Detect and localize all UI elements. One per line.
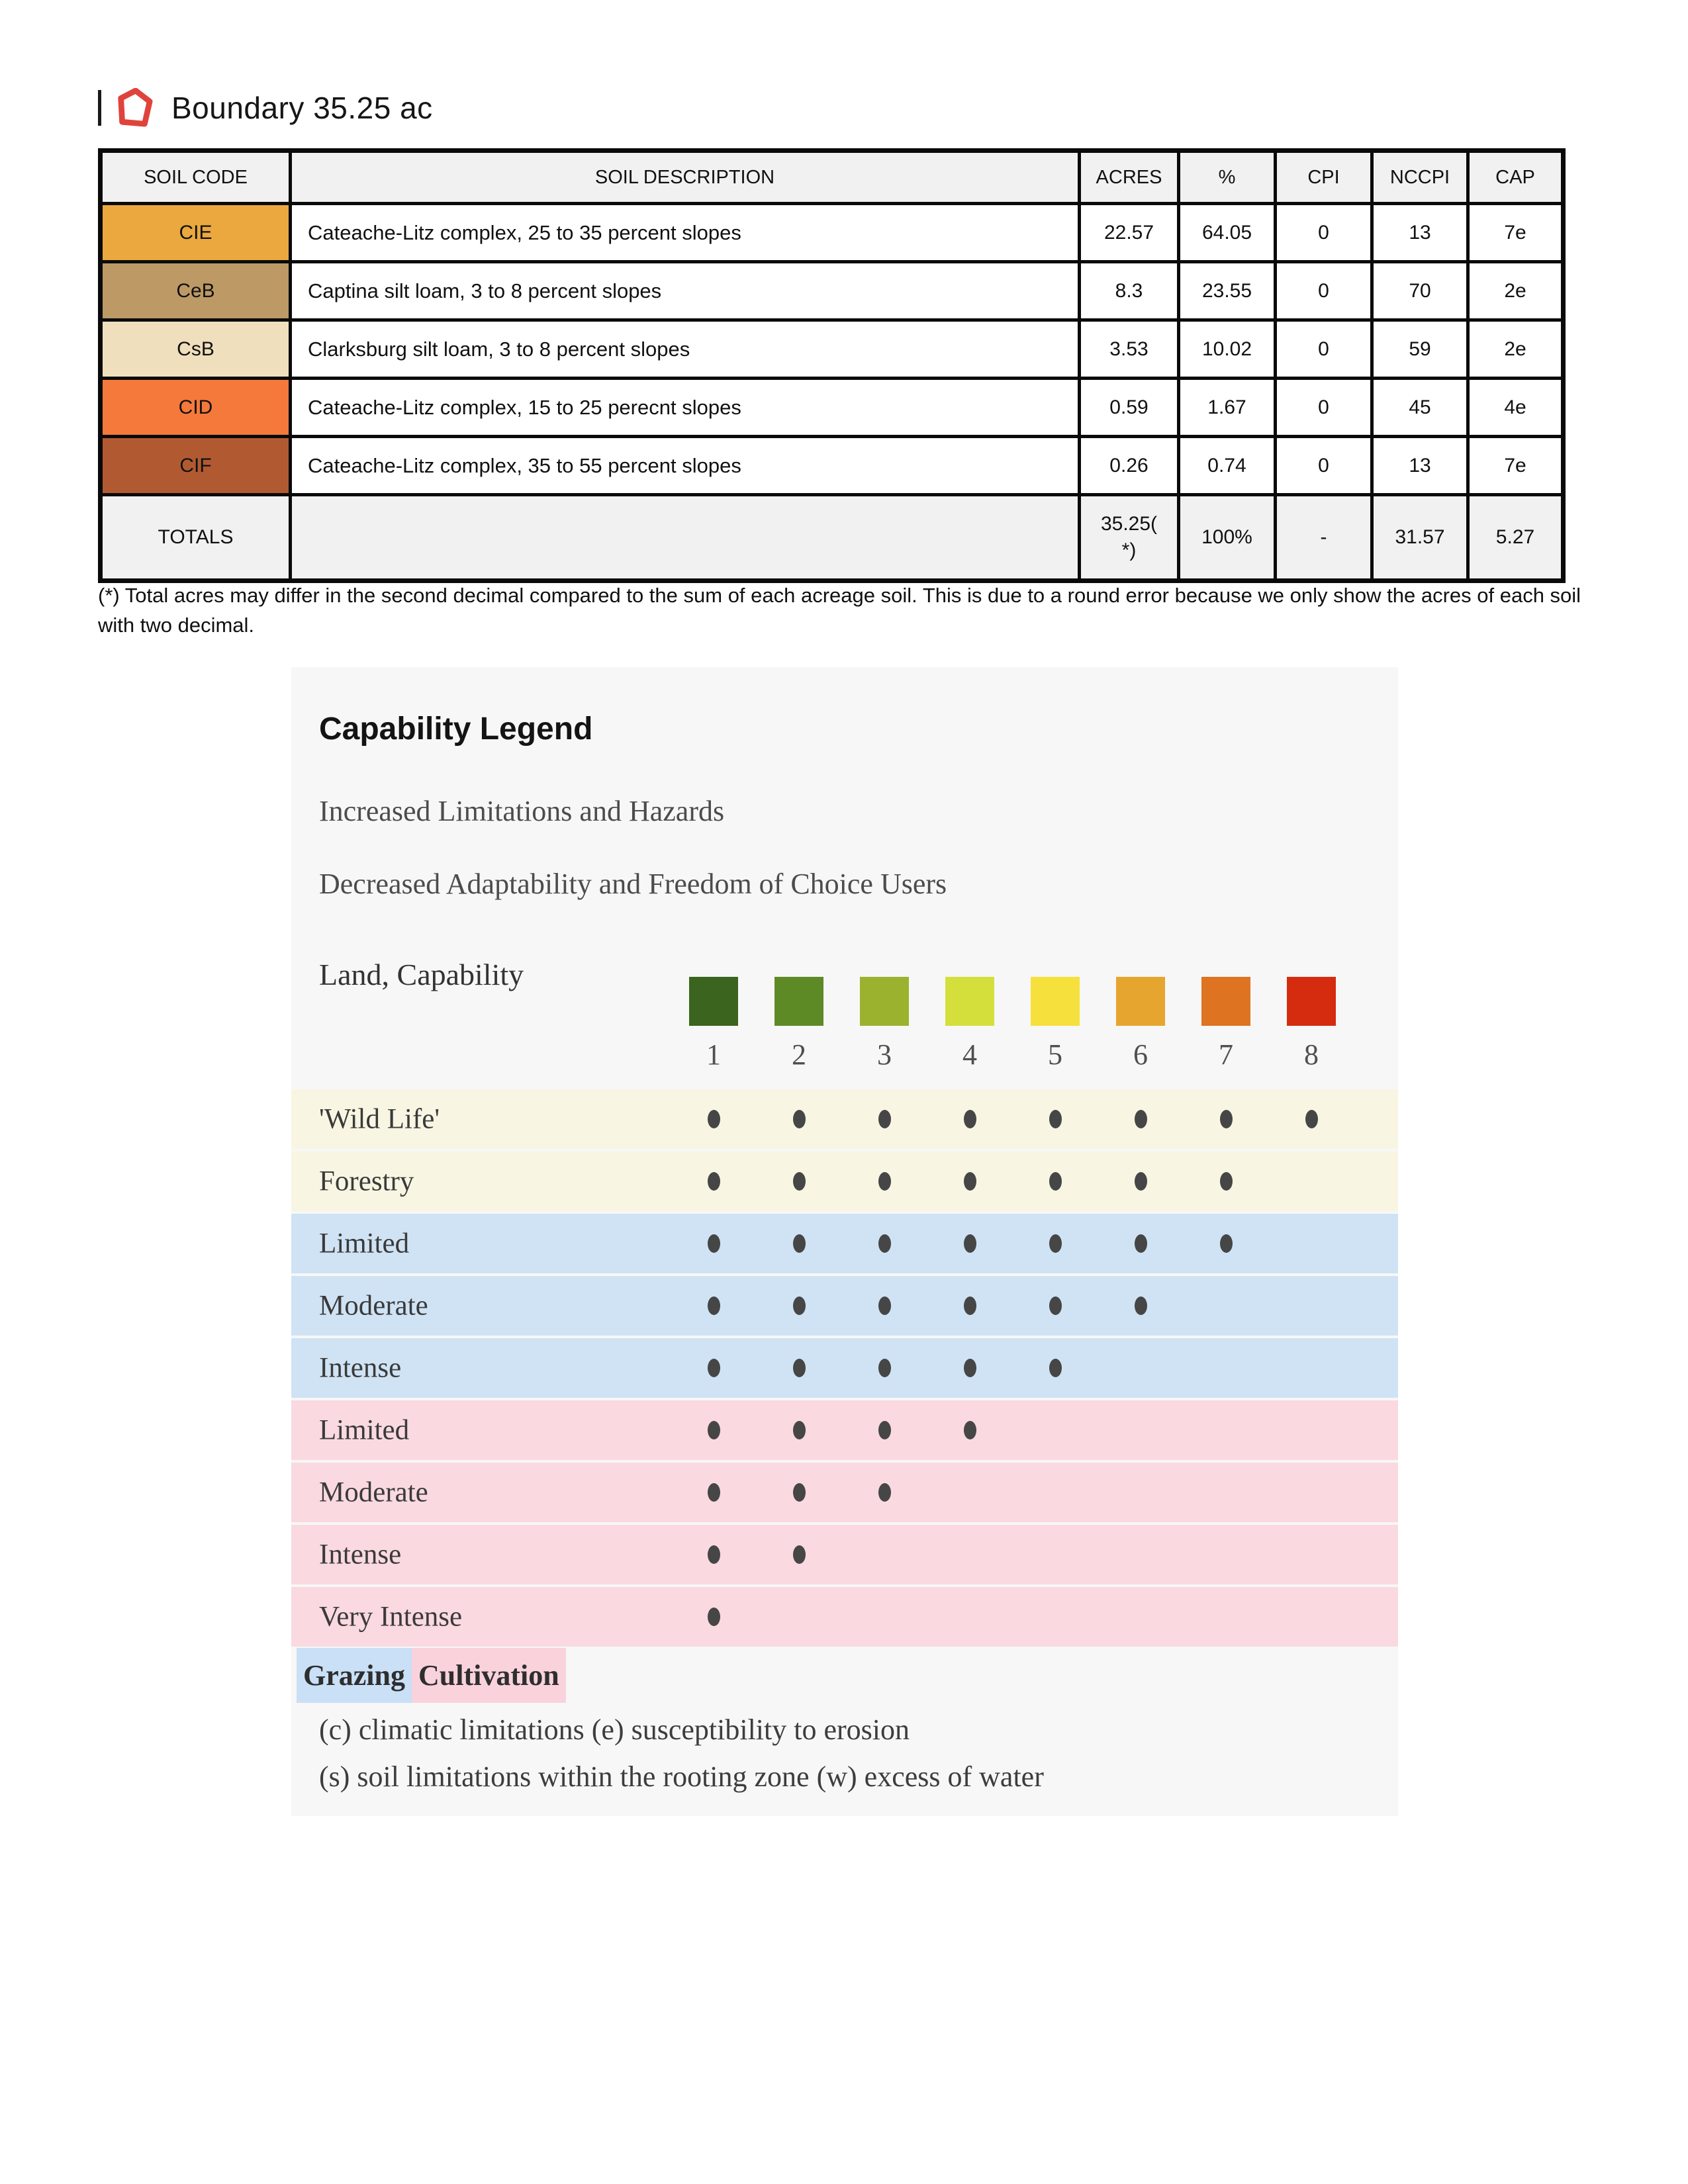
capability-row-label: Very Intense [319,1601,463,1633]
cap-cell: 7e [1468,204,1564,262]
totals-nccpi-cell: 31.57 [1372,495,1468,581]
capability-dot [1135,1234,1147,1253]
totals-cap-cell: 5.27 [1468,495,1564,581]
capability-dot [793,1297,806,1315]
capability-dot [708,1608,720,1626]
legend-key-cultivation: Cultivation [412,1648,566,1703]
capability-class-7-number: 7 [1219,1038,1233,1071]
capability-dot [793,1110,806,1128]
capability-dot [878,1359,891,1377]
capability-row-intense [291,1338,1398,1398]
cap-cell: 7e [1468,437,1564,495]
totals-cpi-cell: - [1276,495,1372,581]
capability-class-3-number: 3 [877,1038,892,1071]
soil-description-cell: Cateache-Litz complex, 35 to 55 percent slopes [291,437,1080,495]
table-row [101,379,1564,437]
capability-dot [878,1297,891,1315]
soil-description-cell: Captina silt loam, 3 to 8 percent slopes [291,262,1080,320]
capability-dot [878,1110,891,1128]
acres-cell: 0.26 [1080,437,1179,495]
capability-row-label: Intense [319,1352,402,1384]
capability-dot [1135,1172,1147,1191]
table-row [101,437,1564,495]
capability-dot [1049,1297,1062,1315]
land-capability-label: Land, Capability [319,958,524,991]
capability-row-label: Moderate [319,1477,428,1508]
capability-dot [964,1359,976,1377]
nccpi-cell: 13 [1372,204,1468,262]
percent-cell: 1.67 [1179,379,1276,437]
column-header-cap: CAP [1468,151,1564,204]
legend-key-grazing: Grazing [297,1648,412,1703]
legend-subtitle-adaptability: Decreased Adaptability and Freedom of Choice Users [319,868,947,900]
boundary-parcel-icon [115,88,153,128]
cpi-cell: 0 [1276,320,1372,379]
column-header-soil-code: SOIL CODE [101,151,291,204]
capability-row-very-intense [291,1587,1398,1647]
legend-subtitle-limitations: Increased Limitations and Hazards [319,795,725,827]
acres-cell: 8.3 [1080,262,1179,320]
legend-title: Capability Legend [319,711,593,747]
capability-row-moderate [291,1276,1398,1336]
capability-row-forestry [291,1152,1398,1211]
legend-key [297,1648,566,1703]
capability-dot [793,1234,806,1253]
capability-legend-panel [291,667,1398,1816]
capability-class-numbers [689,1038,1336,1071]
cap-cell: 4e [1468,379,1564,437]
percent-cell: 10.02 [1179,320,1276,379]
capability-class-3-swatch [860,977,909,1026]
capability-class-2-swatch [774,977,823,1026]
column-header-cpi: CPI [1276,151,1372,204]
header-divider-bar [98,90,101,126]
capability-dot [964,1297,976,1315]
capability-dot [708,1483,720,1502]
capability-dot [878,1483,891,1502]
cpi-cell: 0 [1276,204,1372,262]
soil-table-body [101,204,1564,581]
soil-table-header-row [101,151,1564,204]
table-footnote: (*) Total acres may differ in the second decimal compared to the sum of each acreage soil. This is due to a round error because we only show the acres of each soil with two decimal. [98,584,1581,637]
nccpi-cell: 59 [1372,320,1468,379]
soil-code-cell: CsB [101,320,291,379]
capability-class-4-number: 4 [962,1038,977,1071]
capability-row-label: Limited [319,1414,410,1446]
soil-table-header [101,151,1564,204]
capability-dot [1305,1110,1318,1128]
acres-cell: 22.57 [1080,204,1179,262]
capability-dot [793,1359,806,1377]
capability-dot [1049,1234,1062,1253]
capability-dot [793,1545,806,1564]
capability-dot [964,1421,976,1439]
column-header-soil-description: SOIL DESCRIPTION [291,151,1080,204]
capability-class-swatches [689,977,1336,1026]
capability-dot [1135,1297,1147,1315]
totals-row [101,495,1564,581]
capability-dot [708,1110,720,1128]
legend-notes [319,1706,1044,1801]
capability-class-8-number: 8 [1304,1038,1319,1071]
capability-dot [793,1172,806,1191]
capability-row-label: Intense [319,1539,402,1570]
capability-dot [1135,1110,1147,1128]
capability-class-1-number: 1 [706,1038,721,1071]
capability-row-label: Limited [319,1228,410,1259]
percent-cell: 0.74 [1179,437,1276,495]
table-row [101,204,1564,262]
capability-class-1-swatch [689,977,738,1026]
capability-dot [708,1545,720,1564]
soil-description-cell: Clarksburg silt loam, 3 to 8 percent slopes [291,320,1080,379]
totals-label-cell: TOTALS [101,495,291,581]
capability-dot [793,1483,806,1502]
soil-code-cell: CIF [101,437,291,495]
capability-class-5-swatch [1031,977,1080,1026]
capability-dot [1049,1359,1062,1377]
capability-dot [964,1172,976,1191]
totals-acres-cell [1080,495,1179,581]
nccpi-cell: 45 [1372,379,1468,437]
capability-dot [708,1234,720,1253]
capability-dot [1220,1110,1233,1128]
nccpi-cell: 70 [1372,262,1468,320]
cap-cell: 2e [1468,262,1564,320]
capability-class-5-number: 5 [1048,1038,1062,1071]
capability-row-label: Moderate [319,1290,428,1322]
capability-row-moderate [291,1463,1398,1522]
capability-row-limited [291,1214,1398,1273]
capability-dot [964,1110,976,1128]
totals-percent-cell: 100% [1179,495,1276,581]
capability-row-limited [291,1400,1398,1460]
page-title: Boundary 35.25 ac [171,91,433,125]
soil-code-cell: CID [101,379,291,437]
capability-dot [708,1359,720,1377]
column-header-%: % [1179,151,1276,204]
soil-code-cell: CIE [101,204,291,262]
capability-dot [964,1234,976,1253]
column-header-acres: ACRES [1080,151,1179,204]
percent-cell: 64.05 [1179,204,1276,262]
capability-rows [291,1089,1398,1649]
capability-dot [878,1421,891,1439]
totals-acres-value: 35.25( *) [1100,512,1158,561]
legend-note-2: (s) soil limitations within the rooting zone (w) excess of water [319,1760,1044,1794]
capability-dot [878,1234,891,1253]
cpi-cell: 0 [1276,379,1372,437]
capability-row--wild-life- [291,1089,1398,1149]
acres-cell: 3.53 [1080,320,1179,379]
capability-row-label: Forestry [319,1165,414,1197]
capability-class-7-swatch [1201,977,1250,1026]
nccpi-cell: 13 [1372,437,1468,495]
capability-class-8-swatch [1287,977,1336,1026]
soil-table [98,148,1566,583]
legend-note-1: (c) climatic limitations (e) susceptibility to erosion [319,1713,910,1746]
soil-code-cell: CeB [101,262,291,320]
capability-class-6-swatch [1116,977,1165,1026]
soil-description-cell: Cateache-Litz complex, 15 to 25 perecnt slopes [291,379,1080,437]
capability-dot [793,1421,806,1439]
capability-row-label: 'Wild Life' [319,1103,440,1135]
capability-dot [708,1297,720,1315]
capability-dot [878,1172,891,1191]
table-row [101,262,1564,320]
totals-description-cell [291,495,1080,581]
capability-dot [1049,1110,1062,1128]
capability-dot [1049,1172,1062,1191]
capability-dot [1220,1172,1233,1191]
table-row [101,320,1564,379]
cpi-cell: 0 [1276,437,1372,495]
cap-cell: 2e [1468,320,1564,379]
percent-cell: 23.55 [1179,262,1276,320]
document-header [98,85,433,131]
capability-class-4-swatch [945,977,994,1026]
capability-class-6-number: 6 [1133,1038,1148,1071]
capability-dot [708,1421,720,1439]
acres-cell: 0.59 [1080,379,1179,437]
capability-dot [708,1172,720,1191]
cpi-cell: 0 [1276,262,1372,320]
column-header-nccpi: NCCPI [1372,151,1468,204]
capability-dot [1220,1234,1233,1253]
capability-class-2-number: 2 [792,1038,806,1071]
capability-row-intense [291,1525,1398,1584]
soil-description-cell: Cateache-Litz complex, 25 to 35 percent slopes [291,204,1080,262]
